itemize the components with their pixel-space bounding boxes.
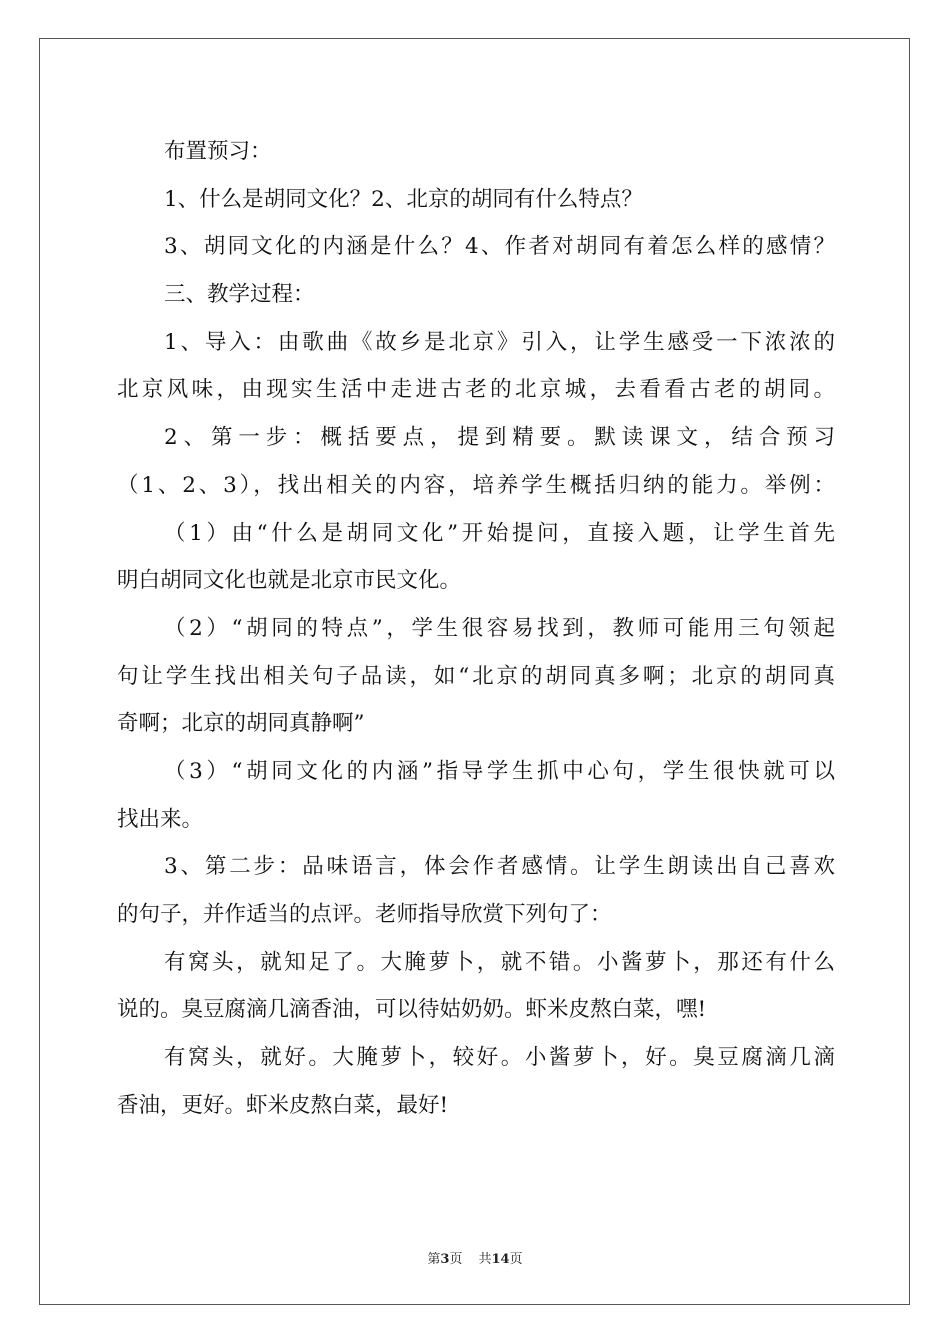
footer-page-prefix: 第 bbox=[427, 1252, 441, 1267]
footer-total-prefix: 共 bbox=[478, 1252, 492, 1267]
text-line: 3、第二步：品味语言，体会作者感情。让学生朗读出自己喜欢 bbox=[164, 854, 835, 880]
text-line: （2）“胡同的特点”，学生很容易找到，教师可能用三句领起 bbox=[164, 615, 835, 641]
text-line: 三、教学过程： bbox=[164, 282, 315, 308]
footer-page-suffix: 页 bbox=[449, 1252, 463, 1267]
text-line: 布置预习： bbox=[164, 139, 272, 164]
page-footer bbox=[0, 1248, 950, 1267]
footer-total-pages: 14 bbox=[491, 1252, 510, 1267]
text-line: 3、胡同文化的内涵是什么？4、作者对胡同有着怎么样的感情？ bbox=[164, 234, 835, 260]
text-line: 有窝头，就知足了。大腌萝卜，就不错。小酱萝卜，那还有什么 bbox=[164, 949, 835, 975]
text-line: 北京风味，由现实生活中走进古老的北京城，去看看古老的胡同。 bbox=[117, 377, 835, 403]
text-line: 1、什么是胡同文化？2、北京的胡同有什么特点？ bbox=[164, 186, 643, 212]
text-line: 的句子，并作适当的点评。老师指导欣赏下列句了： bbox=[117, 902, 612, 927]
footer-total-suffix: 页 bbox=[509, 1252, 523, 1267]
text-line: 说的。臭豆腐滴几滴香油，可以待姑奶奶。虾米皮熬白菜，嘿! bbox=[117, 997, 707, 1023]
text-line: 香油，更好。虾米皮熬白菜，最好! bbox=[117, 1092, 449, 1118]
text-line: 找出来。 bbox=[117, 806, 204, 832]
text-line: 2、第一步：概括要点，提到精要。默读课文，结合预习 bbox=[164, 425, 835, 451]
text-line: （1）由“什么是胡同文化”开始提问，直接入题，让学生首先 bbox=[164, 520, 835, 546]
text-line: （1、2、3），找出相关的内容，培养学生概括归纳的能力。举例： bbox=[117, 472, 835, 498]
document-body bbox=[117, 128, 835, 1129]
text-line: 奇啊；北京的胡同真静啊” bbox=[117, 711, 365, 737]
text-line: （3）“胡同文化的内涵”指导学生抓中心句，学生很快就可以 bbox=[164, 758, 835, 784]
text-line: 句让学生找出相关句子品读，如“北京的胡同真多啊；北京的胡同真 bbox=[117, 663, 835, 689]
footer-page-number: 3 bbox=[440, 1252, 450, 1267]
text-line: 1、导入：由歌曲《故乡是北京》引入，让学生感受一下浓浓的 bbox=[164, 329, 835, 355]
text-line: 明白胡同文化也就是北京市民文化。 bbox=[117, 568, 462, 594]
text-line: 有窝头，就好。大腌萝卜，较好。小酱萝卜，好。臭豆腐滴几滴 bbox=[164, 1045, 835, 1071]
